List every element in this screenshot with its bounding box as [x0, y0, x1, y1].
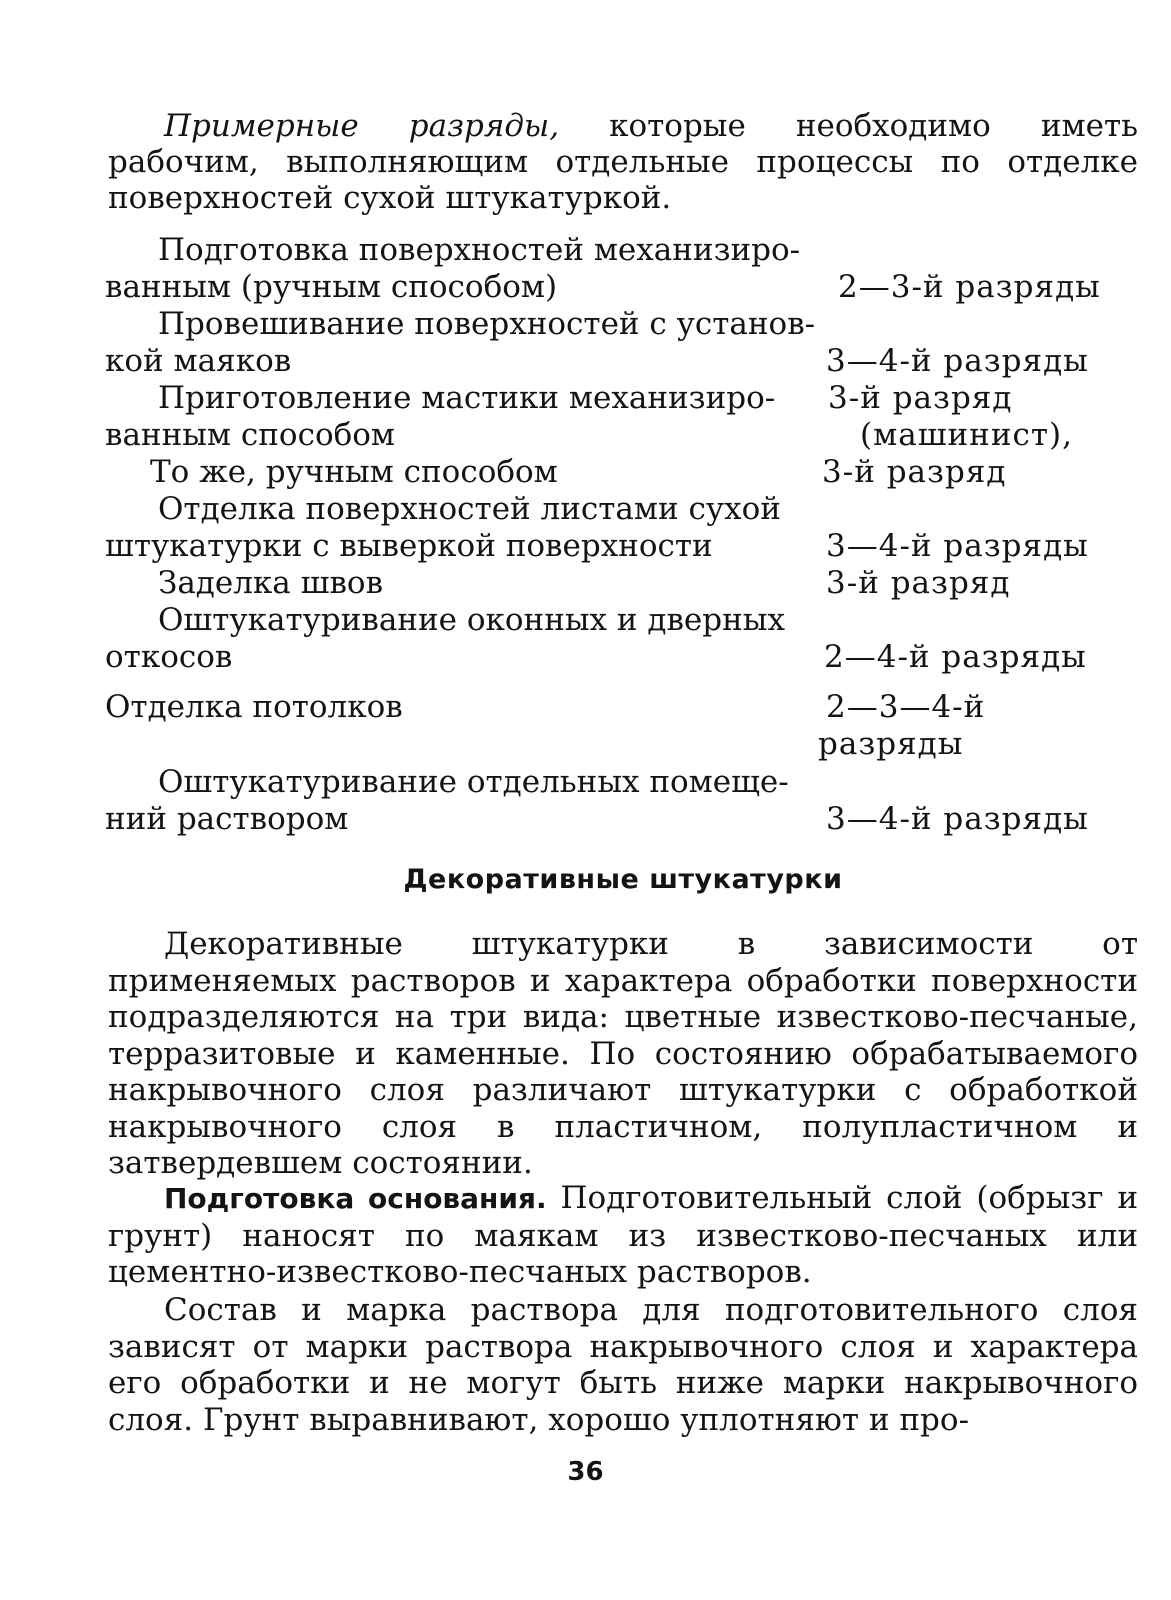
grade-item-label: штукатурки с выверкой поверхности	[105, 528, 713, 564]
grade-value-note: разряды	[818, 726, 964, 762]
paragraph-base-preparation	[108, 1180, 1138, 1291]
grade-item-label: Подготовка поверхностей механизиро-	[158, 232, 801, 268]
paragraph-lead-heading: Подготовка основания.	[164, 1182, 547, 1215]
grade-item-label: Отделка потолков	[105, 689, 403, 725]
grade-item-label: Оштукатуривание оконных и дверных	[158, 602, 785, 638]
grade-item-label: Заделка швов	[158, 565, 384, 601]
grade-item-label: Оштукатуривание отдельных помеще-	[158, 764, 789, 800]
grade-value: 3—4-й разряды	[826, 801, 1089, 837]
grade-value: 3—4-й разряды	[826, 343, 1089, 379]
grade-item-label: откосов	[105, 639, 233, 675]
grade-item-label: Провешивание поверхностей с установ-	[158, 306, 816, 342]
grade-item-label: Отделка поверхностей листами сухой	[158, 491, 781, 527]
paragraph-decorative-types: Декоративные штукатурки в зависимости от применяемых растворов и характера обработки поверхности подразделяются на три вида: цветные известково-песчаные, терразитовые и каменные. По состоянию обрабатываемого накрывочного слоя различают штукатурки с обработкой накрывочного слоя в пластичном, полупластичном и затвердевшем состоянии.	[108, 926, 1138, 1181]
section-title: Декоративные штукатурки	[403, 864, 843, 895]
grade-item-label: ний раствором	[105, 801, 349, 837]
grade-item-label: Приготовление мастики механизиро-	[158, 380, 776, 416]
grade-value: 2—3—4-й	[826, 689, 986, 725]
intro-rest: которые необходимо иметь рабочим, выполняющим отдельные процессы по отделке поверхностей сухой штукатуркой.	[108, 108, 1138, 216]
grade-value: 3—4-й разряды	[826, 528, 1089, 564]
page-number: 36	[567, 1457, 604, 1487]
grade-value: 2—4-й разряды	[824, 639, 1087, 675]
grade-item-label: То же, ручным способом	[150, 454, 558, 490]
grade-value: 3-й разряд	[828, 380, 1013, 416]
grade-value: 2—3-й разряды	[838, 269, 1101, 305]
paragraph-body: Подготовительный слой (обрызг и грунт) наносят по маякам из известково-песчаных или цементно-известково-песчаных растворов.	[108, 1180, 1138, 1290]
grade-item-label: ванным (ручным способом)	[105, 269, 558, 305]
grade-item-label: кой маяков	[105, 343, 292, 379]
grade-item-label: ванным способом	[105, 417, 396, 453]
grade-value: 3-й разряд	[822, 454, 1007, 490]
grade-value: 3-й разряд	[826, 565, 1011, 601]
paragraph-mortar-composition: Состав и марка раствора для подготовительного слоя зависят от марки раствора накрывочного слоя и характера его обработки и не могут быть ниже марки накрывочного слоя. Грунт выравнивают, хорошо уплотняют и про-	[108, 1292, 1138, 1438]
grade-value-note: (машинист),	[860, 417, 1073, 453]
intro-lead: Примерные разряды,	[164, 108, 560, 144]
